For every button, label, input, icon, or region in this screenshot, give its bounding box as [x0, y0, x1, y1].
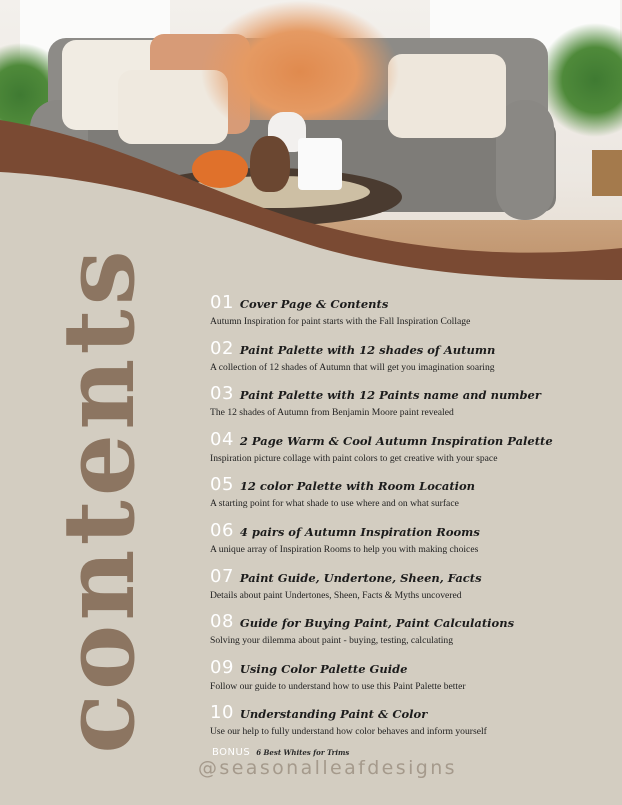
entry-number: 03 [210, 383, 234, 405]
entry-number: 04 [210, 428, 234, 450]
list-item [210, 474, 610, 520]
entry-title: Paint Palette with 12 Paints name and number [239, 388, 541, 403]
list-item [210, 429, 610, 475]
entry-description: Solving your dilemma about paint - buying, testing, calculating [210, 635, 454, 647]
entry-description: A unique array of Inspiration Rooms to help you with making choices [210, 543, 479, 555]
entry-number: 08 [210, 611, 234, 633]
entry-title: Guide for Buying Paint, Paint Calculations [239, 616, 515, 631]
entry-description: A collection of 12 shades of Autumn that will get you imagination soaring [210, 361, 495, 373]
autumn-branches [200, 0, 400, 120]
contents-heading: contents [42, 246, 157, 754]
entry-description: Use our help to fully understand how color behaves and inform yourself [210, 726, 487, 738]
list-item [210, 520, 610, 566]
social-handle: @seasonalleafdesigns [198, 757, 457, 779]
entry-description: Details about paint Undertones, Sheen, Facts & Myths uncovered [210, 589, 462, 601]
entry-number: 05 [210, 474, 234, 496]
entry-title: Using Color Palette Guide [239, 661, 408, 676]
entry-number: 10 [210, 702, 234, 724]
list-item [210, 566, 610, 612]
entry-number: 07 [210, 565, 234, 587]
entry-number: 01 [210, 292, 234, 313]
entry-description: Follow our guide to understand how to use this Paint Palette better [210, 680, 466, 692]
entry-description: The 12 shades of Autumn from Benjamin Moore paint revealed [210, 407, 454, 419]
entry-description: Autumn Inspiration for paint starts with the Fall Inspiration Collage [210, 316, 471, 327]
bonus-label: BONUS [212, 747, 251, 758]
entry-number: 02 [210, 337, 234, 359]
entry-title: 12 color Palette with Room Location [239, 479, 476, 494]
entry-title: Paint Palette with 12 shades of Autumn [239, 342, 496, 357]
entry-description: A starting point for what shade to use where and on what surface [210, 498, 459, 510]
entry-number: 09 [210, 656, 234, 678]
entry-description: Inspiration picture collage with paint colors to get creative with your space [210, 452, 498, 464]
list-item [210, 338, 610, 384]
list-item [210, 383, 610, 429]
entry-title: Cover Page & Contents [239, 297, 389, 311]
list-item [210, 611, 610, 657]
entry-title: Understanding Paint & Color [239, 707, 428, 722]
bonus-text: 6 Best Whites for Trims [256, 748, 350, 757]
entry-number: 06 [210, 519, 234, 541]
entry-title: 4 pairs of Autumn Inspiration Rooms [239, 524, 480, 539]
contents-list [210, 292, 610, 748]
list-item [210, 292, 610, 338]
entry-title: 2 Page Warm & Cool Autumn Inspiration Palette [239, 433, 553, 448]
entry-title: Paint Guide, Undertone, Sheen, Facts [239, 570, 482, 585]
list-item [210, 657, 610, 703]
